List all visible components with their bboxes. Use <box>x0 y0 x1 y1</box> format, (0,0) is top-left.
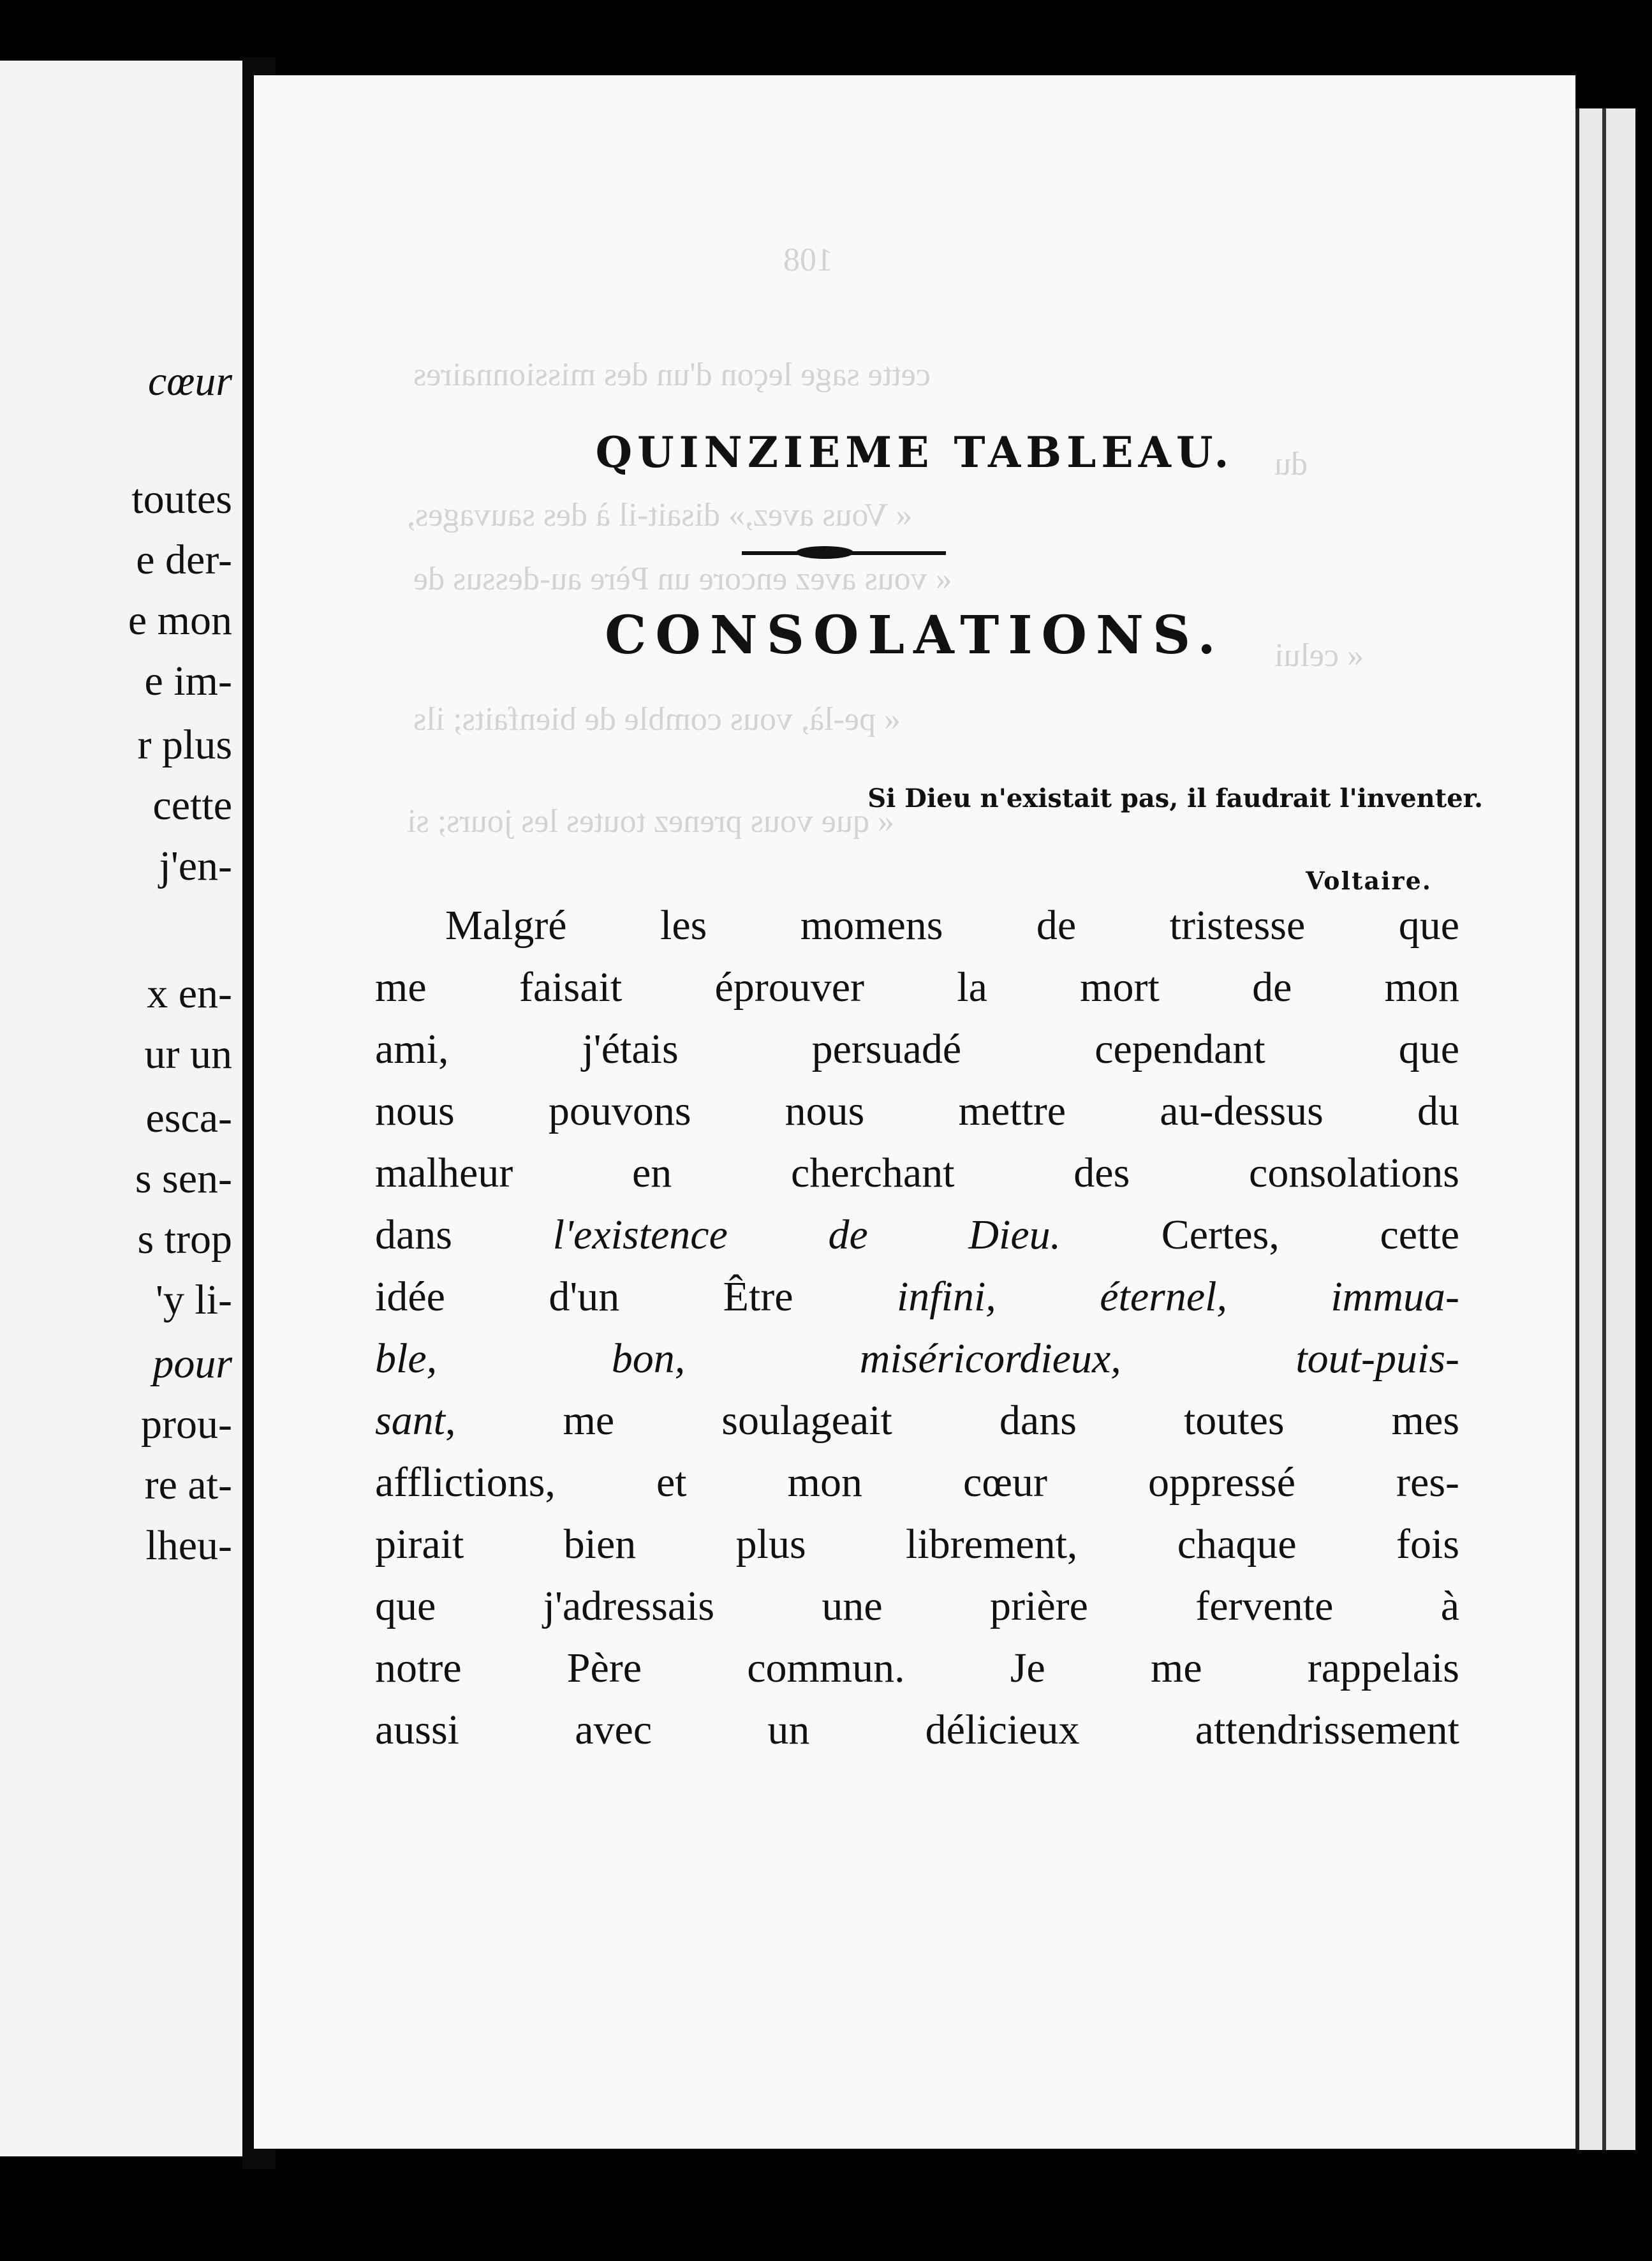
left-page-line: j'en- <box>159 843 232 889</box>
bleed-through-line: cette sage leçon d'un des missionnaires <box>413 357 931 393</box>
left-page-line: s trop <box>137 1216 232 1263</box>
body-line <box>375 1211 1459 1259</box>
text-run: pirait bien plus librement, chaque fois <box>375 1521 1459 1568</box>
left-page-line: cœur <box>148 358 232 404</box>
text-run: que j'adressais une prière fervente à <box>375 1583 1459 1629</box>
body-line <box>375 1582 1459 1631</box>
bleed-through-line: « vous avez encore un Père au-dessus de <box>413 561 952 597</box>
body-line <box>375 1458 1459 1507</box>
body-line <box>375 1397 1459 1445</box>
text-run: notre Père commun. Je me rappelais <box>375 1645 1459 1691</box>
left-page-line: e mon <box>128 597 232 644</box>
bleed-through-line: « Vous avez,» disait-il à des sauvages, <box>407 497 913 533</box>
italic-phrase: infini, éternel, immua- <box>896 1273 1459 1320</box>
left-page-line: r plus <box>137 722 232 768</box>
text-run: nous pouvons nous mettre au-dessus du <box>375 1088 1459 1134</box>
body-line <box>375 1644 1459 1693</box>
left-page-line: ur un <box>144 1031 232 1078</box>
body-line <box>375 1149 1459 1197</box>
text-run: aussi avec un délicieux attendrissement <box>375 1707 1459 1753</box>
left-page-line: s sen- <box>135 1155 232 1202</box>
left-page-line: esca- <box>145 1095 232 1141</box>
bleed-through-line: « que vous prenez toutes les jours; si <box>407 803 894 840</box>
text-run: , me soulageait dans toutes mes <box>445 1397 1459 1444</box>
body-line <box>445 901 1459 950</box>
left-page-line: cette <box>152 782 232 829</box>
left-page-line: prou- <box>141 1401 232 1448</box>
left-page-line: pour <box>152 1340 232 1387</box>
text-run: malheur en cherchant des consolations <box>375 1150 1459 1196</box>
left-page-line: lheu- <box>145 1522 232 1569</box>
text-run: Certes, cette <box>1061 1212 1459 1258</box>
current-page <box>254 75 1575 2149</box>
body-line <box>375 1273 1459 1321</box>
text-run: me faisait éprouver la mort de mon <box>375 964 1459 1011</box>
epigraph-quote: Si Dieu n'existait pas, il faudrait l'inventer. <box>867 783 1483 813</box>
text-run: afflictions, et mon cœur oppressé res- <box>375 1459 1459 1506</box>
bleed-through-line: « pe-là, vous comble de bienfaits; ils <box>413 701 901 738</box>
chapter-title: CONSOLATIONS. <box>605 605 1225 666</box>
text-run: ami, j'étais persuadé cependant que <box>375 1026 1459 1072</box>
text-run: idée d'un Être <box>375 1273 897 1320</box>
left-page-line: x en- <box>147 970 232 1017</box>
text-run: dans <box>375 1212 553 1258</box>
body-line <box>375 1025 1459 1074</box>
body-line <box>375 1087 1459 1136</box>
left-page-line: 'y li- <box>155 1277 232 1323</box>
section-heading: QUINZIEME TABLEAU. <box>595 427 1234 477</box>
bleed-through-line: du <box>1274 446 1308 482</box>
bleed-through-line: « celui <box>1274 637 1364 674</box>
text-run: Malgré les momens de tristesse que <box>445 902 1459 949</box>
left-page-line: e der- <box>136 537 232 583</box>
italic-phrase: ble, bon, miséricordieux, tout-puis- <box>375 1335 1459 1382</box>
bleed-through-line: 108 <box>783 242 833 278</box>
italic-phrase: l'existence de Dieu. <box>552 1212 1061 1258</box>
ornamental-rule-center <box>796 546 853 559</box>
body-line <box>375 1520 1459 1569</box>
left-page-line: re at- <box>144 1462 232 1508</box>
italic-phrase: sant <box>375 1397 446 1444</box>
epigraph-author: Voltaire. <box>1306 866 1432 895</box>
body-line <box>375 963 1459 1012</box>
left-page-line: e im- <box>144 658 232 704</box>
page-edge-line <box>1602 108 1606 2150</box>
body-line <box>375 1335 1459 1383</box>
body-line <box>375 1706 1459 1754</box>
previous-page <box>0 61 242 2156</box>
left-page-line: toutes <box>131 476 232 523</box>
